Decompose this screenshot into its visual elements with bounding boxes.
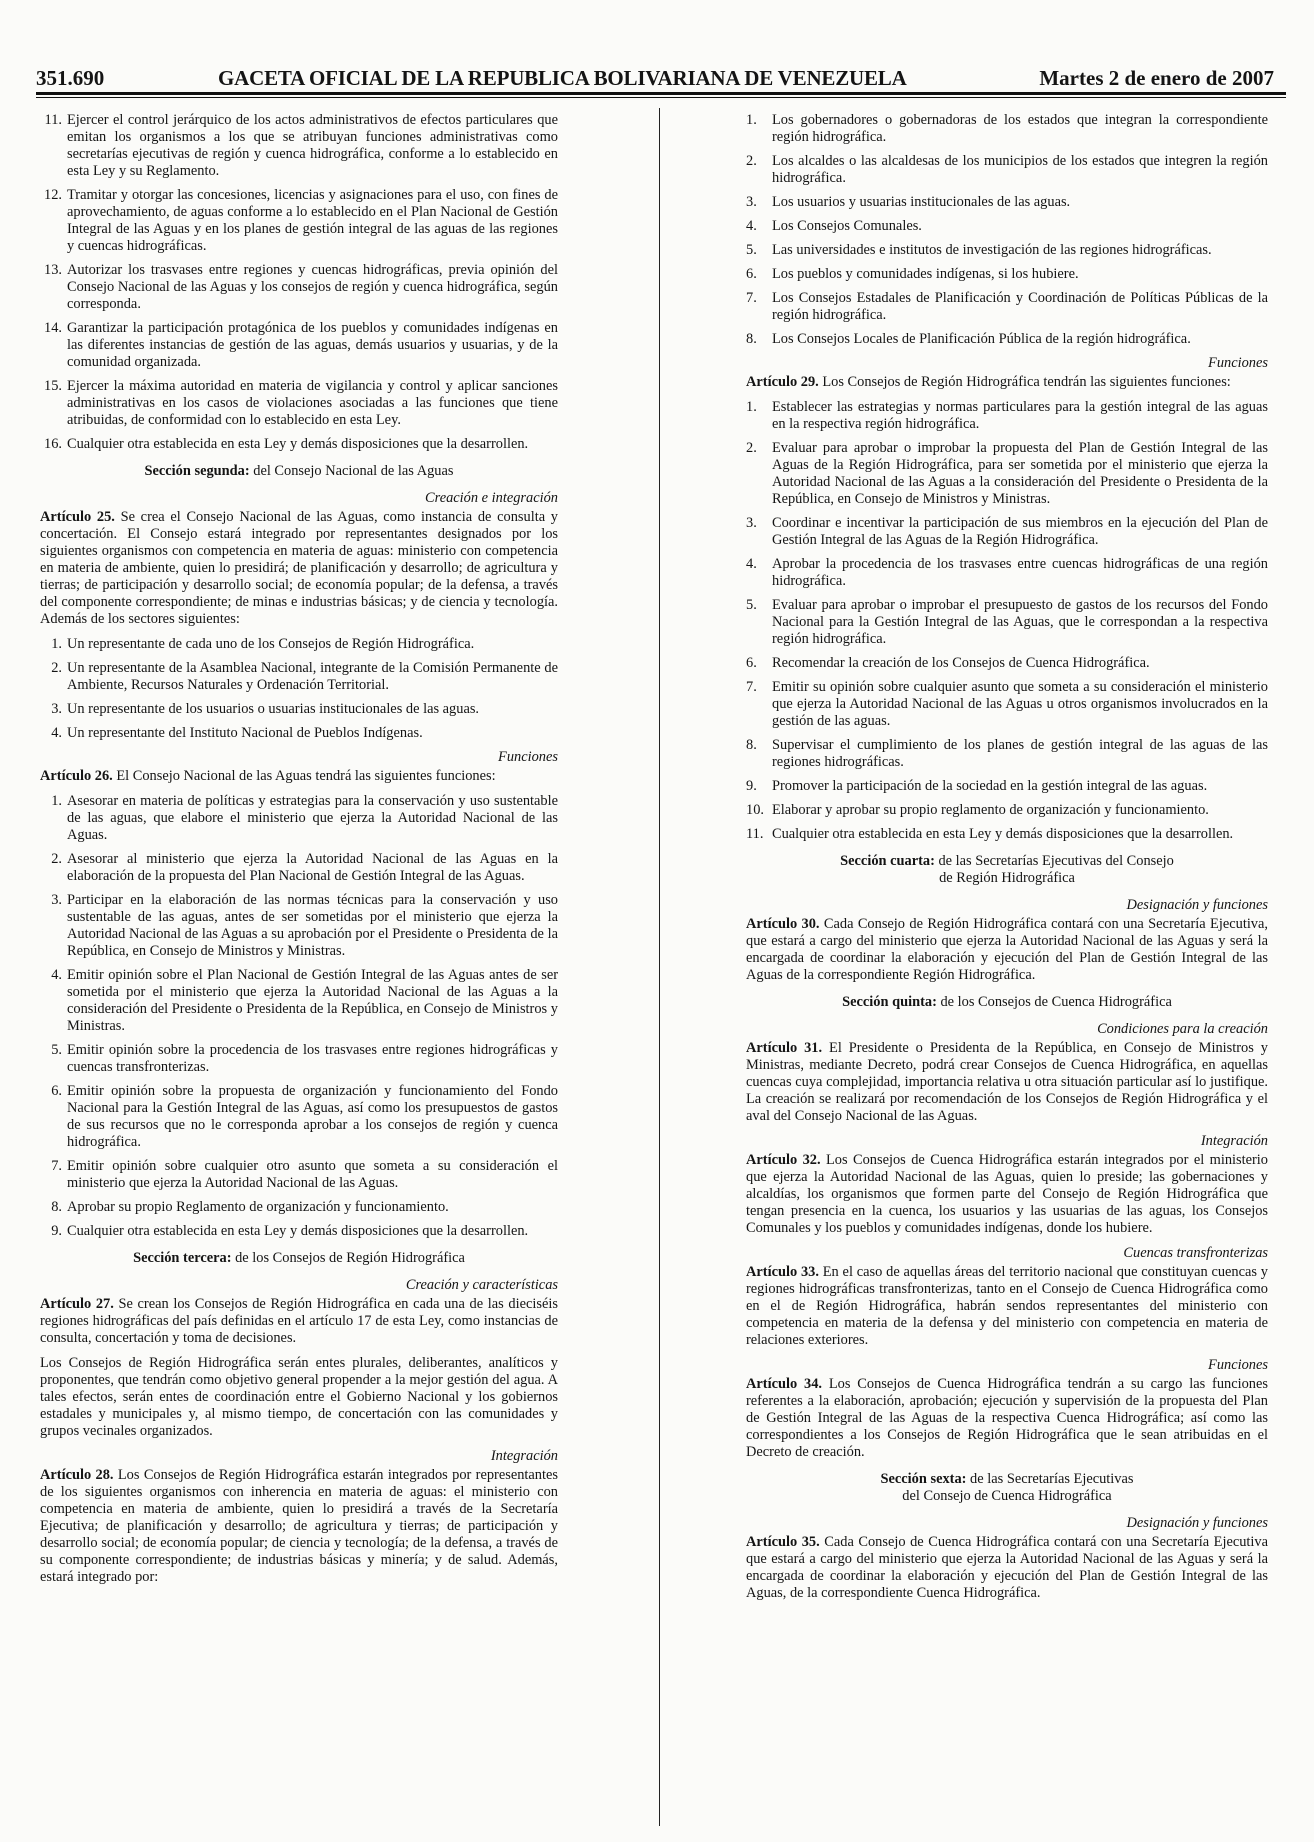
list-item bbox=[40, 967, 558, 1035]
item-text: Los Consejos Estadales de Planificación y Coordinación de Políticas Públicas de la región hidrográfica. bbox=[772, 290, 1268, 323]
article-31: Artículo 31. El Presidente o Presidenta de la República, en Consejo de Ministros y Ministras, mediante Decreto, podrá crear Consejos de Cuenca Hidrográfica, en aquellas cuencas cuya complejidad, importancia relativa u otra situación particular así lo justifique. La creación se realizará por recomendación de los Consejos de Región Hidrográfica y el aval del Consejo Nacional de las Aguas. bbox=[746, 1040, 1268, 1124]
item-text: Coordinar e incentivar la participación de sus miembros en la ejecución del Plan de Gestión Integral de las Aguas de la Región Hidrográfica. bbox=[772, 515, 1268, 548]
item-number: 8. bbox=[746, 331, 757, 347]
item-text: Los pueblos y comunidades indígenas, si los hubiere. bbox=[772, 266, 1079, 282]
article-subheading: Designación y funciones bbox=[1126, 1515, 1268, 1531]
list-item bbox=[40, 793, 558, 844]
list-item bbox=[40, 1158, 558, 1192]
list-item bbox=[746, 802, 1268, 819]
list-item bbox=[746, 655, 1268, 672]
item-text: Emitir su opinión sobre cualquier asunto que someta a su consideración el ministerio que ejerza la Autoridad Nacional de las Aguas u otros organismos involucrados en la gestión de las aguas. bbox=[772, 679, 1268, 729]
article-29: Artículo 29. Los Consejos de Región Hidrográfica tendrán las siguientes funciones: bbox=[746, 374, 1231, 390]
article-subheading: Creación y características bbox=[405, 1277, 558, 1293]
list-item bbox=[40, 660, 558, 694]
item-number: 14. bbox=[44, 320, 62, 336]
item-text: Participar en la elaboración de las normas técnicas para la conservación y uso sustentable de las aguas, antes de ser sometidas por el ministerio que ejerza la Autoridad Nacional de las Aguas a su aprobación por el Presidente o Presidenta de la República, en Consejo de Ministros y Ministras. bbox=[67, 892, 558, 959]
list-item bbox=[40, 1042, 558, 1076]
list-item bbox=[746, 399, 1268, 433]
list-item bbox=[40, 436, 558, 453]
item-text: Asesorar en materia de políticas y estrategias para la conservación y uso sustentable de las aguas, que elabore el ministerio que ejerza la Autoridad Nacional de las Aguas. bbox=[67, 793, 558, 843]
item-number: 3. bbox=[746, 194, 757, 210]
item-text: Evaluar para aprobar o improbar la propuesta del Plan de Gestión Integral de las Aguas de la Región Hidrográfica, para ser sometida por el ministerio que ejerza la Autoridad Nacional de las Aguas a la consideración del Presidente o Presidenta de la República, en Consejo de Ministros y Ministras. bbox=[772, 440, 1268, 507]
item-text: Ejercer la máxima autoridad en materia de vigilancia y control y aplicar sanciones administrativas en los casos de violaciones asociadas a las funciones que tiene atribuidas, de conformidad con lo establecido en esta Ley. bbox=[67, 378, 558, 428]
item-number: 4. bbox=[51, 725, 62, 741]
item-text: Los usuarios y usuarias institucionales de las aguas. bbox=[772, 194, 1071, 210]
item-number: 16. bbox=[44, 436, 62, 452]
article-33: Artículo 33. En el caso de aquellas áreas del territorio nacional que constituyan cuencas y regiones hidrográficas transfronterizas, tanto en el Consejo de Cuenca Hidrográfica como en el de Región Hidrográfica, habrán sendos representantes del ministerio con competencia en materia de la defensa y del ministerio con competencia en materia de relaciones exteriores. bbox=[746, 1264, 1268, 1348]
item-text: Las universidades e institutos de investigación de las regiones hidrográficas. bbox=[772, 242, 1212, 258]
section-heading: Sección cuarta: de las Secretarías Ejecutivas del Consejo de Región Hidrográfica bbox=[840, 853, 1174, 886]
item-number: 3. bbox=[51, 892, 62, 908]
article-32: Artículo 32. Los Consejos de Cuenca Hidrográfica estarán integrados por el ministerio que ejerza la Autoridad Nacional de las Aguas, quien lo preside; las gobernaciones y alcaldías, los organismos que formen parte del Consejo de Región Hidrográfica que tengan presencia en la cuenca, los usuarios y las usuarias de las aguas, los Consejos Comunales y los pueblos y comunidades indígenas, donde los hubiere. bbox=[746, 1152, 1268, 1236]
item-number: 2. bbox=[746, 440, 757, 456]
item-number: 6. bbox=[746, 655, 757, 671]
list-item bbox=[40, 725, 558, 742]
article-subheading: Integración bbox=[490, 1448, 558, 1464]
item-number: 9. bbox=[51, 1223, 62, 1239]
item-text: Supervisar el cumplimiento de los planes de gestión integral de las aguas de las regiones hidrográficas. bbox=[772, 737, 1268, 770]
item-text: Aprobar la procedencia de los trasvases entre cuencas hidrográficas de una región hidrográfica. bbox=[772, 556, 1268, 589]
item-text: Un representante del Instituto Nacional de Pueblos Indígenas. bbox=[67, 725, 423, 741]
list-item bbox=[40, 1199, 558, 1216]
list-item bbox=[746, 826, 1268, 843]
article-24-list bbox=[40, 112, 558, 453]
item-number: 4. bbox=[746, 556, 757, 572]
list-item bbox=[746, 440, 1268, 508]
item-text: Los alcaldes o las alcaldesas de los municipios de los estados que integren la región hidrográfica. bbox=[772, 153, 1268, 186]
header-rule bbox=[36, 92, 1286, 95]
item-text: Un representante de la Asamblea Nacional, integrante de la Comisión Permanente de Ambiente, Recursos Naturales y Ordenación Territorial. bbox=[67, 660, 558, 693]
item-number: 1. bbox=[51, 793, 62, 809]
item-number: 5. bbox=[746, 597, 757, 613]
item-number: 13. bbox=[44, 262, 62, 278]
item-number: 4. bbox=[746, 218, 757, 234]
item-number: 11. bbox=[746, 826, 764, 842]
item-number: 1. bbox=[746, 112, 757, 128]
item-text: Los Consejos Comunales. bbox=[772, 218, 922, 234]
item-number: 11. bbox=[44, 112, 62, 128]
section-heading: Sección quinta: de los Consejos de Cuenca Hidrográfica bbox=[842, 994, 1172, 1010]
left-column bbox=[40, 112, 558, 1594]
section-heading: Sección segunda: del Consejo Nacional de las Aguas bbox=[144, 463, 454, 479]
item-text: Emitir opinión sobre la propuesta de organización y funcionamiento del Fondo Nacional para la Gestión Integral de las Aguas, así como los presupuestos de gastos de sus recursos que no le corresponda aprobar a los consejos de región y cuenca hidrográfica. bbox=[67, 1083, 558, 1150]
article-subheading: Funciones bbox=[1208, 355, 1268, 371]
item-text: Los Consejos Locales de Planificación Pública de la región hidrográfica. bbox=[772, 331, 1191, 347]
article-subheading: Funciones bbox=[498, 749, 558, 765]
item-number: 3. bbox=[746, 515, 757, 531]
item-text: Elaborar y aprobar su propio reglamento de organización y funcionamiento. bbox=[772, 802, 1209, 818]
article-28: Artículo 28. Los Consejos de Región Hidrográfica estarán integrados por representantes de los siguientes organismos con inherencia en materia de aguas: el ministerio con competencia en materia de ambiente, quien lo presidirá a través de la Secretaría Ejecutiva; de planificación y desarrollo; de agricultura y tierras; de participación y desarrollo social; de economía popular; de ciencia y tecnología; de la defensa, a través de su componente correspondiente; de industrias básicas y minería; y de salud. Además, estará integrado por: bbox=[40, 1467, 558, 1585]
list-item bbox=[40, 187, 558, 255]
right-column bbox=[746, 112, 1268, 1610]
article-29-list bbox=[746, 399, 1268, 843]
list-item bbox=[746, 266, 1268, 283]
item-text: Tramitar y otorgar las concesiones, licencias y asignaciones para el uso, con fines de aprovechamiento, de aguas conforme a lo establecido en el Plan Nacional de Gestión Integral de las Aguas y en los planes de gestión integral de las aguas de las regiones y cuencas hidrográficas. bbox=[67, 187, 558, 254]
item-text: Los gobernadores o gobernadoras de los estados que integran la correspondiente región hidrográfica. bbox=[772, 112, 1268, 145]
list-item bbox=[746, 331, 1268, 348]
item-number: 10. bbox=[746, 802, 764, 818]
article-26: Artículo 26. El Consejo Nacional de las Aguas tendrá las siguientes funciones: bbox=[40, 768, 496, 784]
article-25: Artículo 25. Se crea el Consejo Nacional de las Aguas, como instancia de consulta y concertación. El Consejo estará integrado por representantes designados por los siguientes organismos con competencia en materia de aguas: ministerio con competencia en materia de ambiente, quien lo presidirá; de planificación y desarrollo; de agricultura y tierras; de participación y desarrollo social; de economía popular; de la defensa, a través del componente correspondiente; de minas e industrias básicas; y de ciencia y tecnología. Además de los sectores siguientes: bbox=[40, 509, 558, 627]
list-item bbox=[40, 262, 558, 313]
item-text: Evaluar para aprobar o improbar el presupuesto de gastos de los recursos del Fondo Nacional para la Gestión Integral de las Aguas, que le correspondan a la respectiva región hidrográfica. bbox=[772, 597, 1268, 647]
item-number: 1. bbox=[51, 636, 62, 652]
item-text: Cualquier otra establecida en esta Ley y demás disposiciones que la desarrollen. bbox=[67, 436, 529, 452]
item-number: 7. bbox=[51, 1158, 62, 1174]
item-number: 15. bbox=[44, 378, 62, 394]
item-number: 6. bbox=[51, 1083, 62, 1099]
item-number: 2. bbox=[746, 153, 757, 169]
page-header bbox=[36, 66, 1286, 94]
item-text: Establecer las estrategias y normas particulares para la gestión integral de las aguas en la respectiva región hidrográfica. bbox=[772, 399, 1268, 432]
article-subheading: Cuencas transfronterizas bbox=[1123, 1245, 1268, 1261]
list-item bbox=[746, 556, 1268, 590]
list-item bbox=[40, 701, 558, 718]
item-text: Recomendar la creación de los Consejos de Cuenca Hidrográfica. bbox=[772, 655, 1150, 671]
item-number: 8. bbox=[746, 737, 757, 753]
issue-date: Martes 2 de enero de 2007 bbox=[1039, 66, 1274, 90]
article-28-list bbox=[746, 112, 1268, 348]
item-number: 7. bbox=[746, 290, 757, 306]
list-item bbox=[40, 1223, 558, 1240]
item-number: 2. bbox=[51, 851, 62, 867]
list-item bbox=[40, 1083, 558, 1151]
list-item bbox=[746, 290, 1268, 324]
article-subheading: Funciones bbox=[1208, 1357, 1268, 1373]
item-text: Ejercer el control jerárquico de los actos administrativos de efectos particulares que emitan los organismos a los que se atribuyan funciones administrativas como secretarías ejecutivas de región y cuenca hidrográfica, conforme a lo establecido en esta Ley y su Reglamento. bbox=[67, 112, 558, 179]
item-number: 5. bbox=[51, 1042, 62, 1058]
list-item bbox=[746, 242, 1268, 259]
list-item bbox=[746, 679, 1268, 730]
item-text: Garantizar la participación protagónica de los pueblos y comunidades indígenas en las diferentes instancias de gestión de las aguas, demás usuarios y usuarias, y de la comunidad organizada. bbox=[67, 320, 558, 370]
list-item bbox=[746, 218, 1268, 235]
list-item bbox=[40, 320, 558, 371]
item-number: 7. bbox=[746, 679, 757, 695]
list-item bbox=[746, 112, 1268, 146]
list-item bbox=[746, 515, 1268, 549]
item-text: Un representante de los usuarios o usuarias institucionales de las aguas. bbox=[67, 701, 480, 717]
article-35: Artículo 35. Cada Consejo de Cuenca Hidrográfica contará con una Secretaría Ejecutiva que estará a cargo del ministerio que ejerza la Autoridad Nacional de las Aguas y será la encargada de coordinar la elaboración y ejecución del Plan de Gestión Integral de las Aguas, de la correspondiente Cuenca Hidrográfica. bbox=[746, 1534, 1268, 1601]
article-subheading: Designación y funciones bbox=[1126, 897, 1268, 913]
item-text: Emitir opinión sobre el Plan Nacional de Gestión Integral de las Aguas antes de ser sometida por el ministerio que ejerza la Autoridad Nacional de las Aguas a la consideración del Presidente o Presidenta de la República, en Consejo de Ministros y Ministras. bbox=[67, 967, 558, 1034]
gazette-title: GACETA OFICIAL DE LA REPUBLICA BOLIVARIANA DE VENEZUELA bbox=[218, 66, 907, 90]
item-number: 8. bbox=[51, 1199, 62, 1215]
list-item bbox=[40, 636, 558, 653]
article-27-paragraph-2: Los Consejos de Región Hidrográfica serán entes plurales, deliberantes, analíticos y proponentes, que tendrán como objetivo general propender a la mejor gestión del agua. A tales efectos, serán entes de coordinación entre el Gobierno Nacional y los gobiernos estadales y municipales y, al mismo tiempo, de concertación con las comunidades y grupos vecinales organizados. bbox=[40, 1355, 558, 1439]
item-text: Cualquier otra establecida en esta Ley y demás disposiciones que la desarrollen. bbox=[772, 826, 1234, 842]
article-subheading: Condiciones para la creación bbox=[1097, 1021, 1268, 1037]
list-item bbox=[40, 112, 558, 180]
section-heading: Sección tercera: de los Consejos de Región Hidrográfica bbox=[133, 1250, 465, 1266]
section-heading: Sección sexta: de las Secretarías Ejecutivas del Consejo de Cuenca Hidrográfica bbox=[880, 1471, 1134, 1504]
article-34: Artículo 34. Los Consejos de Cuenca Hidrográfica tendrán a su cargo las funciones referentes a la elaboración, aprobación; ejecución y supervisión de la propuesta del Plan de Gestión Integral de las Aguas de la respectiva Cuenca Hidrográfica; así como las correspondientes a los Consejos de Región Hidrográfica que le sean atribuidas en el Decreto de creación. bbox=[746, 1376, 1268, 1460]
item-number: 5. bbox=[746, 242, 757, 258]
item-number: 6. bbox=[746, 266, 757, 282]
list-item bbox=[40, 851, 558, 885]
article-26-list bbox=[40, 793, 558, 1240]
item-text: Asesorar al ministerio que ejerza la Autoridad Nacional de las Aguas en la elaboración de la propuesta del Plan Nacional de Gestión Integral de las Aguas. bbox=[67, 851, 558, 884]
item-text: Un representante de cada uno de los Consejos de Región Hidrográfica. bbox=[67, 636, 475, 652]
list-item bbox=[40, 378, 558, 429]
item-number: 12. bbox=[44, 187, 62, 203]
article-25-list bbox=[40, 636, 558, 742]
list-item bbox=[746, 737, 1268, 771]
list-item bbox=[746, 194, 1268, 211]
list-item bbox=[40, 892, 558, 960]
list-item bbox=[746, 153, 1268, 187]
page-number: 351.690 bbox=[36, 66, 105, 90]
article-27: Artículo 27. Se crean los Consejos de Región Hidrográfica en cada una de las dieciséis regiones hidrográficas del país definidas en el artículo 17 de esta Ley, como instancias de consulta, concertación y toma de decisiones. bbox=[40, 1296, 558, 1346]
list-item bbox=[746, 778, 1268, 795]
article-subheading: Creación e integración bbox=[425, 490, 558, 506]
item-text: Emitir opinión sobre cualquier otro asunto que someta a su consideración el ministerio que ejerza la Autoridad Nacional de las Aguas. bbox=[67, 1158, 558, 1191]
header-rule-thin bbox=[36, 97, 1286, 98]
item-text: Promover la participación de la sociedad en la gestión integral de las aguas. bbox=[772, 778, 1208, 794]
item-number: 1. bbox=[746, 399, 757, 415]
item-text: Autorizar los trasvases entre regiones y cuencas hidrográficas, previa opinión del Consejo Nacional de las Aguas y los consejos de región y cuenca hidrográfica, según corresponda. bbox=[67, 262, 558, 312]
item-number: 9. bbox=[746, 778, 757, 794]
article-subheading: Integración bbox=[1200, 1133, 1268, 1149]
item-text: Emitir opinión sobre la procedencia de los trasvases entre regiones hidrográficas y cuencas transfronterizas. bbox=[67, 1042, 558, 1075]
list-item bbox=[746, 597, 1268, 648]
item-text: Aprobar su propio Reglamento de organización y funcionamiento. bbox=[67, 1199, 449, 1215]
item-number: 4. bbox=[51, 967, 62, 983]
item-number: 3. bbox=[51, 701, 62, 717]
item-number: 2. bbox=[51, 660, 62, 676]
column-divider bbox=[659, 108, 660, 1826]
article-30: Artículo 30. Cada Consejo de Región Hidrográfica contará con una Secretaría Ejecutiva, que estará a cargo del ministerio que ejerza la Autoridad Nacional de las Aguas y será la encargada de coordinar la elaboración y ejecución del Plan de Gestión Integral de las Aguas de la correspondiente Región Hidrográfica. bbox=[746, 916, 1268, 983]
item-text: Cualquier otra establecida en esta Ley y demás disposiciones que la desarrollen. bbox=[67, 1223, 529, 1239]
